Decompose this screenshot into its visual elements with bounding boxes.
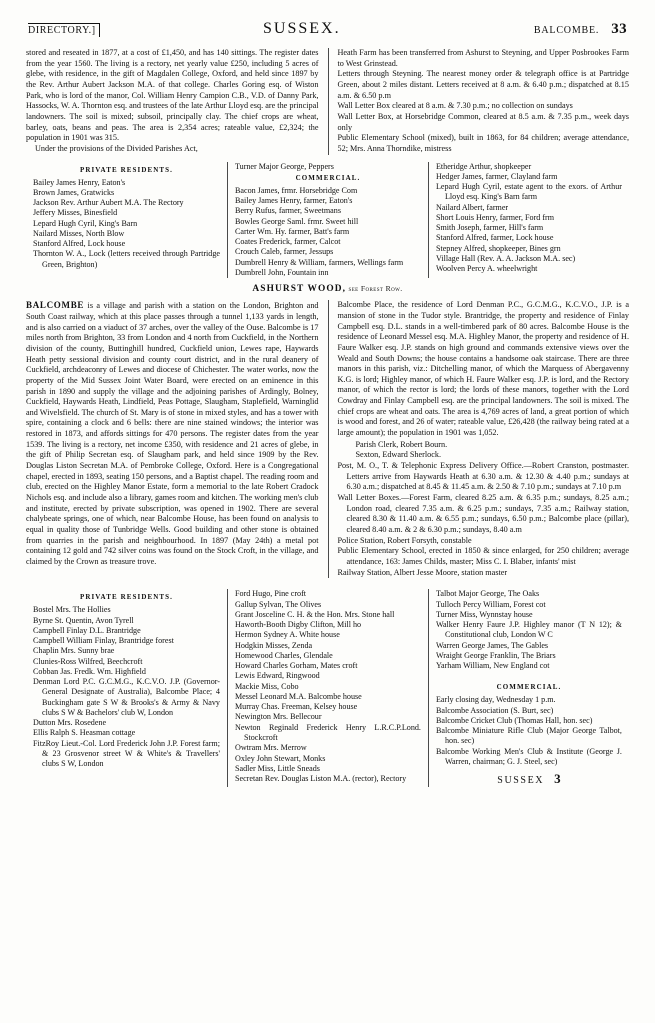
- list-item: Hodgkin Misses, Zenda: [234, 640, 313, 650]
- list-item: Dumbrell John, Fountain inn: [234, 267, 329, 277]
- spacer: [26, 578, 629, 582]
- paragraph: Public Elementary School (mixed), built in 1863, for 84 children; average attendance, 52; Mrs. Anna Thorndike, mistress: [337, 133, 629, 153]
- list-item: Balcombe Association (S. Burt, sec): [435, 705, 554, 715]
- list-item: Brown James, Gratwicks: [33, 187, 115, 197]
- list-item: Short Louis Henry, farmer, Ford frm: [435, 212, 555, 222]
- list-item: Newton Reginald Frederick Henry L.R.C.P.Lond. Stockcroft: [234, 722, 421, 742]
- list-item: Tulloch Percy William, Forest cot: [435, 599, 546, 609]
- ashurst-commercial-column-right: [428, 162, 629, 279]
- list-item: Wall Letter Boxes.—Forest Farm, cleared 8.25 a.m. & 6.35 p.m.; sundays, 8.25 a.m.; London road, cleared 7.35 a.m. & 6.25 p.m.; sundays, 7.35 a.m.; Railway station, cleared 8.30 & 11.40 a.m. & 6.55 p.m.; sundays, 6.50 p.m.; Balcombe place (pillar), cleared 8.40 a.m. & 2 & 6.30 p.m.; sundays, 8.40 a.m: [337, 493, 629, 534]
- list-item: Cobban Jas. Fredk. Wm. Highfield: [33, 666, 146, 676]
- list-item: Village Hall (Rev. A. A. Jackson M.A. sec): [435, 253, 576, 263]
- running-head-county: SUSSEX.: [262, 20, 341, 37]
- list-item: Warren George James, The Gables: [435, 640, 549, 650]
- list-item: Jackson Rev. Arthur Aubert M.A. The Rectory: [33, 198, 184, 208]
- list-item: Yarham William, New England cot: [435, 661, 550, 671]
- section-heading-commercial: COMMERCIAL.: [295, 173, 361, 182]
- balcombe-prose-band: [26, 300, 629, 578]
- list-item: Byrne St. Quentin, Avon Tyrell: [33, 615, 134, 625]
- list-item: Police Station, Robert Forsyth, constable: [337, 535, 472, 545]
- paragraph: Wall Letter Box, at Horsebridge Common, cleared at 8.5 a.m. & 7.35 p.m., week days only: [337, 111, 629, 132]
- paragraph: [26, 300, 319, 567]
- list-item: Stanford Alfred, Lock house: [33, 239, 126, 249]
- paragraph: Under the provisions of the Divided Parishes Act,: [35, 143, 198, 153]
- list-item: Homewood Charles, Glendale: [234, 650, 333, 660]
- list-item: Dutton Mrs. Rosedene: [33, 718, 107, 728]
- list-item: Early closing day, Wednesday 1 p.m.: [435, 695, 556, 705]
- ashurst-right-prose: [338, 48, 630, 155]
- list-item: Carter Wm. Hy. farmer, Batt's farm: [234, 226, 350, 236]
- list-item: Gallup Sylvan, The Olives: [234, 599, 322, 609]
- balcombe-left-prose: [26, 300, 319, 567]
- list-item: FitzRoy Lieut.-Col. Lord Frederick John J.P. Forest farm; & 23 Grosvenor street W & White's & Travellers' clubs S W, London: [33, 738, 220, 769]
- list-item: Denman Lord P.C. G.C.M.G., K.C.V.O. J.P. (Governor-General Designate of Australia), Balcombe Place; 4 Buckingham gate S W & Brooks's & Army & Navy clubs S W & Bachelors' club W, London: [33, 677, 220, 717]
- list-item: Post, M. O., T. & Telephonic Express Delivery Office.—Robert Cranston, postmaster. Letters arrive from Haywards Heath at 6.30 a.m. & 12.30 & 4.40 p.m.; sundays at 6.30 a.m.; dispatched at 8.45 & 11.45 a.m. & 2.50 & 7.10 p.m.; sundays at 7.10 p.m: [337, 461, 629, 492]
- list-item: Stanford Alfred, farmer, Lock house: [435, 233, 554, 243]
- list-item: Lepard Hugh Cyril, estate agent to the exors. of Arthur Lloyd esq. King's Barn farm: [435, 182, 622, 202]
- balcombe-private-residents-list-a: [33, 605, 220, 769]
- balcombe-commercial-list: [436, 695, 622, 767]
- list-item: Haworth-Booth Digby Clifton, Mill ho: [234, 620, 362, 630]
- list-item: Berry Rufus, farmer, Sweetmans: [234, 206, 341, 216]
- ashurst-prose-left: [26, 48, 328, 155]
- ashurst-prose-right: [328, 48, 630, 155]
- place-name: ASHURST WOOD,: [252, 284, 347, 295]
- list-item: Messel Leonard M.A. Balcombe house: [234, 691, 362, 701]
- balcombe-private-residents-column-c: [428, 589, 629, 787]
- balcombe-list-band: [26, 589, 629, 787]
- list-item: Turner Miss, Wynnstay house: [435, 609, 533, 619]
- list-item: Balcombe Cricket Club (Thomas Hall, hon. sec): [435, 715, 593, 725]
- list-item: Coates Frederick, farmer, Calcot: [234, 237, 341, 247]
- list-item: Nailard Misses, North Blow: [33, 228, 125, 238]
- running-head-right: [534, 21, 627, 38]
- list-item: Thornton W. A., Lock (letters received through Partridge Green, Brighton): [33, 249, 220, 269]
- list-item: Chaplin Mrs. Sunny brae: [33, 646, 115, 656]
- list-item: Balcombe Miniature Rifle Club (Major George Talbot, hon. sec): [435, 726, 622, 746]
- balcombe-prose-right: [328, 300, 630, 578]
- list-item: Bailey James Henry, Eaton's: [33, 177, 126, 187]
- list-item: Oxley John Stewart, Monks: [234, 753, 326, 763]
- list-item: Lewis Edward, Ringwood: [234, 671, 320, 681]
- list-item: Ford Hugo, Pine croft: [234, 589, 307, 599]
- list-item: Jeffery Misses, Binesfield: [33, 208, 118, 218]
- list-item: Sexton, Edward Sherlock.: [355, 450, 441, 460]
- balcombe-prose-left: [26, 300, 328, 567]
- balcombe-right-prose: [338, 300, 630, 439]
- list-item: Bailey James Henry, farmer, Eaton's: [234, 196, 353, 206]
- list-item: Howard Charles Gorham, Mates croft: [234, 661, 358, 671]
- page-number: 33: [611, 21, 627, 37]
- ashurst-commercial-column-middle: [227, 162, 428, 279]
- list-item: Bacon James, frmr. Horsebridge Com: [234, 185, 358, 195]
- ashurst-prose-band: [26, 48, 629, 155]
- list-item: Etheridge Arthur, shopkeeper: [435, 161, 532, 171]
- list-item: Murray Chas. Freeman, Kelsey house: [234, 702, 358, 712]
- list-item: Public Elementary School, erected in 1850 & since enlarged, for 250 children; average attendance, 163: James Childs, master; Miss C. I. Blaber, infants' mist: [337, 546, 629, 566]
- ashurst-commercial-list-middle: [235, 186, 421, 278]
- parish-name-lead: BALCOMBE: [26, 300, 85, 311]
- list-item: Mackie Miss, Cobo: [234, 681, 299, 691]
- page-footer: [436, 771, 622, 787]
- list-item: Walker Henry Faure J.P. Highley manor (T N 12); & Constitutional club, London W C: [435, 620, 622, 640]
- balcombe-private-residents-column-a: [26, 589, 227, 787]
- signature-mark: 3: [554, 771, 561, 787]
- list-item: Newington Mrs. Bellecour: [234, 712, 322, 722]
- list-item: Bowles George Saml. frmr. Sweet hill: [234, 216, 359, 226]
- list-item: Owtram Mrs. Merrow: [234, 743, 307, 753]
- ashurst-left-prose: [26, 48, 319, 155]
- ashurst-wood-cross-reference: [26, 283, 629, 294]
- paragraph: stored and reseated in 1877, at a cost of £1,450, and has 140 sittings. The register dates from the year 1560. The living is a rectory, net yearly value £250, including 5 acres of glebe, with residence, in the gift of Magdalen College, Oxford, and held since 1897 by the Rev. Arthur Aubert Jackson M.A. of that college. Charles Goring esq. of Wiston Park, who is lord of the manor, Col. William Henry Campion C.B., V.D. of Danny Park, Hassocks, W. A. Thornton esq. and trustees of the late Arthur Lloyd esq. are the principal landowners. The soil is mixed; subsoil, principally clay. The chief crops are wheat, barley, oats, beans and peas. The area is 2,354 acres; rateable value, £2,324; the population in 1901 was 315.: [26, 48, 319, 143]
- cross-reference-note: see Forest Row.: [348, 284, 403, 294]
- list-item: Hedger James, farmer, Clayland farm: [435, 171, 558, 181]
- list-item: Wraight George Franklin, The Briars: [435, 650, 556, 660]
- running-head-left: DIRECTORY.]: [28, 23, 100, 37]
- balcombe-institutions-list: [338, 461, 630, 578]
- list-item: Campbell Finlay D.L. Brantridge: [33, 625, 141, 635]
- paragraph: Wall Letter Box cleared at 8 a.m. & 7.30 p.m.; no collection on sundays: [337, 101, 573, 111]
- list-item: Smith Joseph, farmer, Hill's farm: [435, 223, 544, 233]
- list-item: Woolven Percy A. wheelwright: [435, 264, 538, 274]
- list-item: Clunies-Ross Wilfred, Beechcroft: [33, 656, 143, 666]
- list-item: Nailard Albert, farmer: [435, 202, 509, 212]
- list-item: Crouch Caleb, farmer, Jessups: [234, 247, 334, 257]
- list-item: Balcombe Working Men's Club & Institute (George J. Warren, chairman; G. J. Steel, sec): [435, 746, 622, 766]
- list-item: Talbot Major George, The Oaks: [435, 589, 540, 599]
- list-item: Dumbrell Henry & William, farmers, Wellings farm: [234, 257, 404, 267]
- catchword: SUSSEX: [497, 775, 545, 787]
- running-head: [28, 20, 627, 38]
- ashurst-private-residents-column: [26, 162, 227, 279]
- ashurst-commercial-list-right: [436, 162, 622, 275]
- list-item: Parish Clerk, Robert Bourn.: [355, 439, 448, 449]
- list-item: Secretan Rev. Douglas Liston M.A. (rector), Rectory: [234, 774, 407, 784]
- list-item: Sadler Miss, Little Sneads: [234, 763, 320, 773]
- list-item: Hermon Sydney A. White house: [234, 630, 340, 640]
- list-item: Campbell William Finlay, Brantridge forest: [33, 636, 174, 646]
- list-item: Grant Josceline C. H. & the Hon. Mrs. Stone hall: [234, 609, 395, 619]
- running-head-parish: BALCOMBE.: [533, 25, 600, 36]
- section-heading-commercial: COMMERCIAL.: [496, 683, 562, 692]
- list-item: Railway Station, Albert Jesse Moore, station master: [337, 567, 508, 577]
- ashurst-private-residents-list: [33, 178, 220, 270]
- list-item: Lepard Hugh Cyril, King's Barn: [33, 218, 138, 228]
- paragraph: Heath Farm has been transferred from Ashurst to Steyning, and Upper Posbrookes Farm to West Grinstead.: [337, 48, 629, 68]
- paragraph: Letters through Steyning. The nearest money order & telegraph office is at Partridge Green, about 2 miles distant. Letters received at 8 a.m. & 6.40 p.m.; dispatched at 8.15 a.m. & 6.50 p.m: [337, 69, 629, 100]
- ashurst-private-residents-overflow: [235, 162, 421, 172]
- balcombe-private-residents-column-b: [227, 589, 428, 787]
- paragraph-text: is a village and parish with a station on the London, Brighton and South Coast railway, which at this place passes through a tunnel 1,133 yards in length, and is also carried on a viaduct of 37 arches, over the valley of the Ouse. Balcombe is 17 miles north from Brighton, 33 from London and 4 north from Cuckfield, in the Northern division of the county, Buttinghill hundred, Cuckfield union, Lewes rape, Haywards Heath petty sessional division and county court district, and in the rural deanery of Cuckfield, archdeaconry of Lewes and diocese of Chichester. The water works, now the property of the Mid Sussex Joint Water Board, were erected on an eminence in this parish in 1890 and supply the village and the adjoining parishes of Ardingly, Bolney, Cuckfield, Haywards Heath, Lindfield, Peas Pottage, Slaugham, Staplefield, Warninglid and Wivelsfield. The church of St. Mary is of stone in mixed styles, and has a tower with spire, containing a clock and 6 bells: there are nine stained windows; the interior was restored in 1873, and affords sittings for 470 persons. The register dates from the year 1539. The living is a rectory, net income £350, with residence and 21 acres of glebe, in the gift of Philip Secretan esq. of Slaugham park, and held since 1909 by the Rev. Douglas Liston Secretan M.A. of Pembroke College, Oxford. Here is a Congregational chapel, erected in 1893, seating 150 persons, and a Baptist chapel. The reading room and club, erected on the Highley Manor Estate, form a memorial to the late Robert Cradock Nichols esq. and include also a library, games room and kitchen. The working men's club and institute, erected by private subscription, was opened in 1902. There are several chalybeate springs, one of which, near Balcombe House, has been found on analysis to equal in quality those of Tunbridge Wells. Good building and other stone is obtained from quarries in the parish and neighbourhood. In 1897 (May 24th) a metal pot containing 12 gold and 742 silver coins was found on the Stock Croft, in the village, and claimed by the Crown as treasure trove.: [26, 301, 319, 566]
- list-item: Bostel Mrs. The Hollies: [33, 605, 111, 615]
- list-item: Ellis Ralph S. Heasman cottage: [33, 728, 136, 738]
- section-heading-private-residents: PRIVATE RESIDENTS.: [79, 593, 174, 602]
- balcombe-private-residents-list-b: [235, 589, 421, 784]
- section-heading-private-residents: PRIVATE RESIDENTS.: [79, 165, 174, 174]
- list-item: Turner Major George, Peppers: [234, 161, 334, 171]
- paragraph: Balcombe Place, the residence of Lord Denman P.C., G.C.M.G., K.C.V.O., J.P. is a mansion of stone in the Tudor style. Brantridge, the property and residence of Finlay Campbell esq. D.L. stands in a well-timbered park of 80 acres. Balcombe House is the residence of Leonard Messel esq. M.A. Highley Manor, the property and residence of H. Faure Walker esq. J.P. stands on high ground and commands extensive views over the Weald and South Downs; the house contains a handsome oak staircase. There are three manors in this parish, viz.: Ditchelling manor, of which the Marquess of Abergavenny K.G. is lord; Highley manor, of which H. Faure Walker esq. J.P. is lord, and the Rectory manor, of which the rector is lord; the lords of these manors, together with the Lord Cowdray and Finlay Campbell esq. are the principal landowners. The soil is mixed. The chief crops are wheat and oats. The area is 4,769 acres of land, a great portion of which is wood and forest, and 26 of water; rateable value, £26,428 (the railway being rated at a large amount); the population in 1901 was 1,052.: [337, 300, 629, 438]
- ashurst-list-band: [26, 162, 629, 279]
- list-item: Stepney Alfred, shopkeeper, Bines grn: [435, 243, 561, 253]
- balcombe-officials-list: [338, 440, 630, 461]
- balcombe-private-residents-list-c: [436, 589, 622, 671]
